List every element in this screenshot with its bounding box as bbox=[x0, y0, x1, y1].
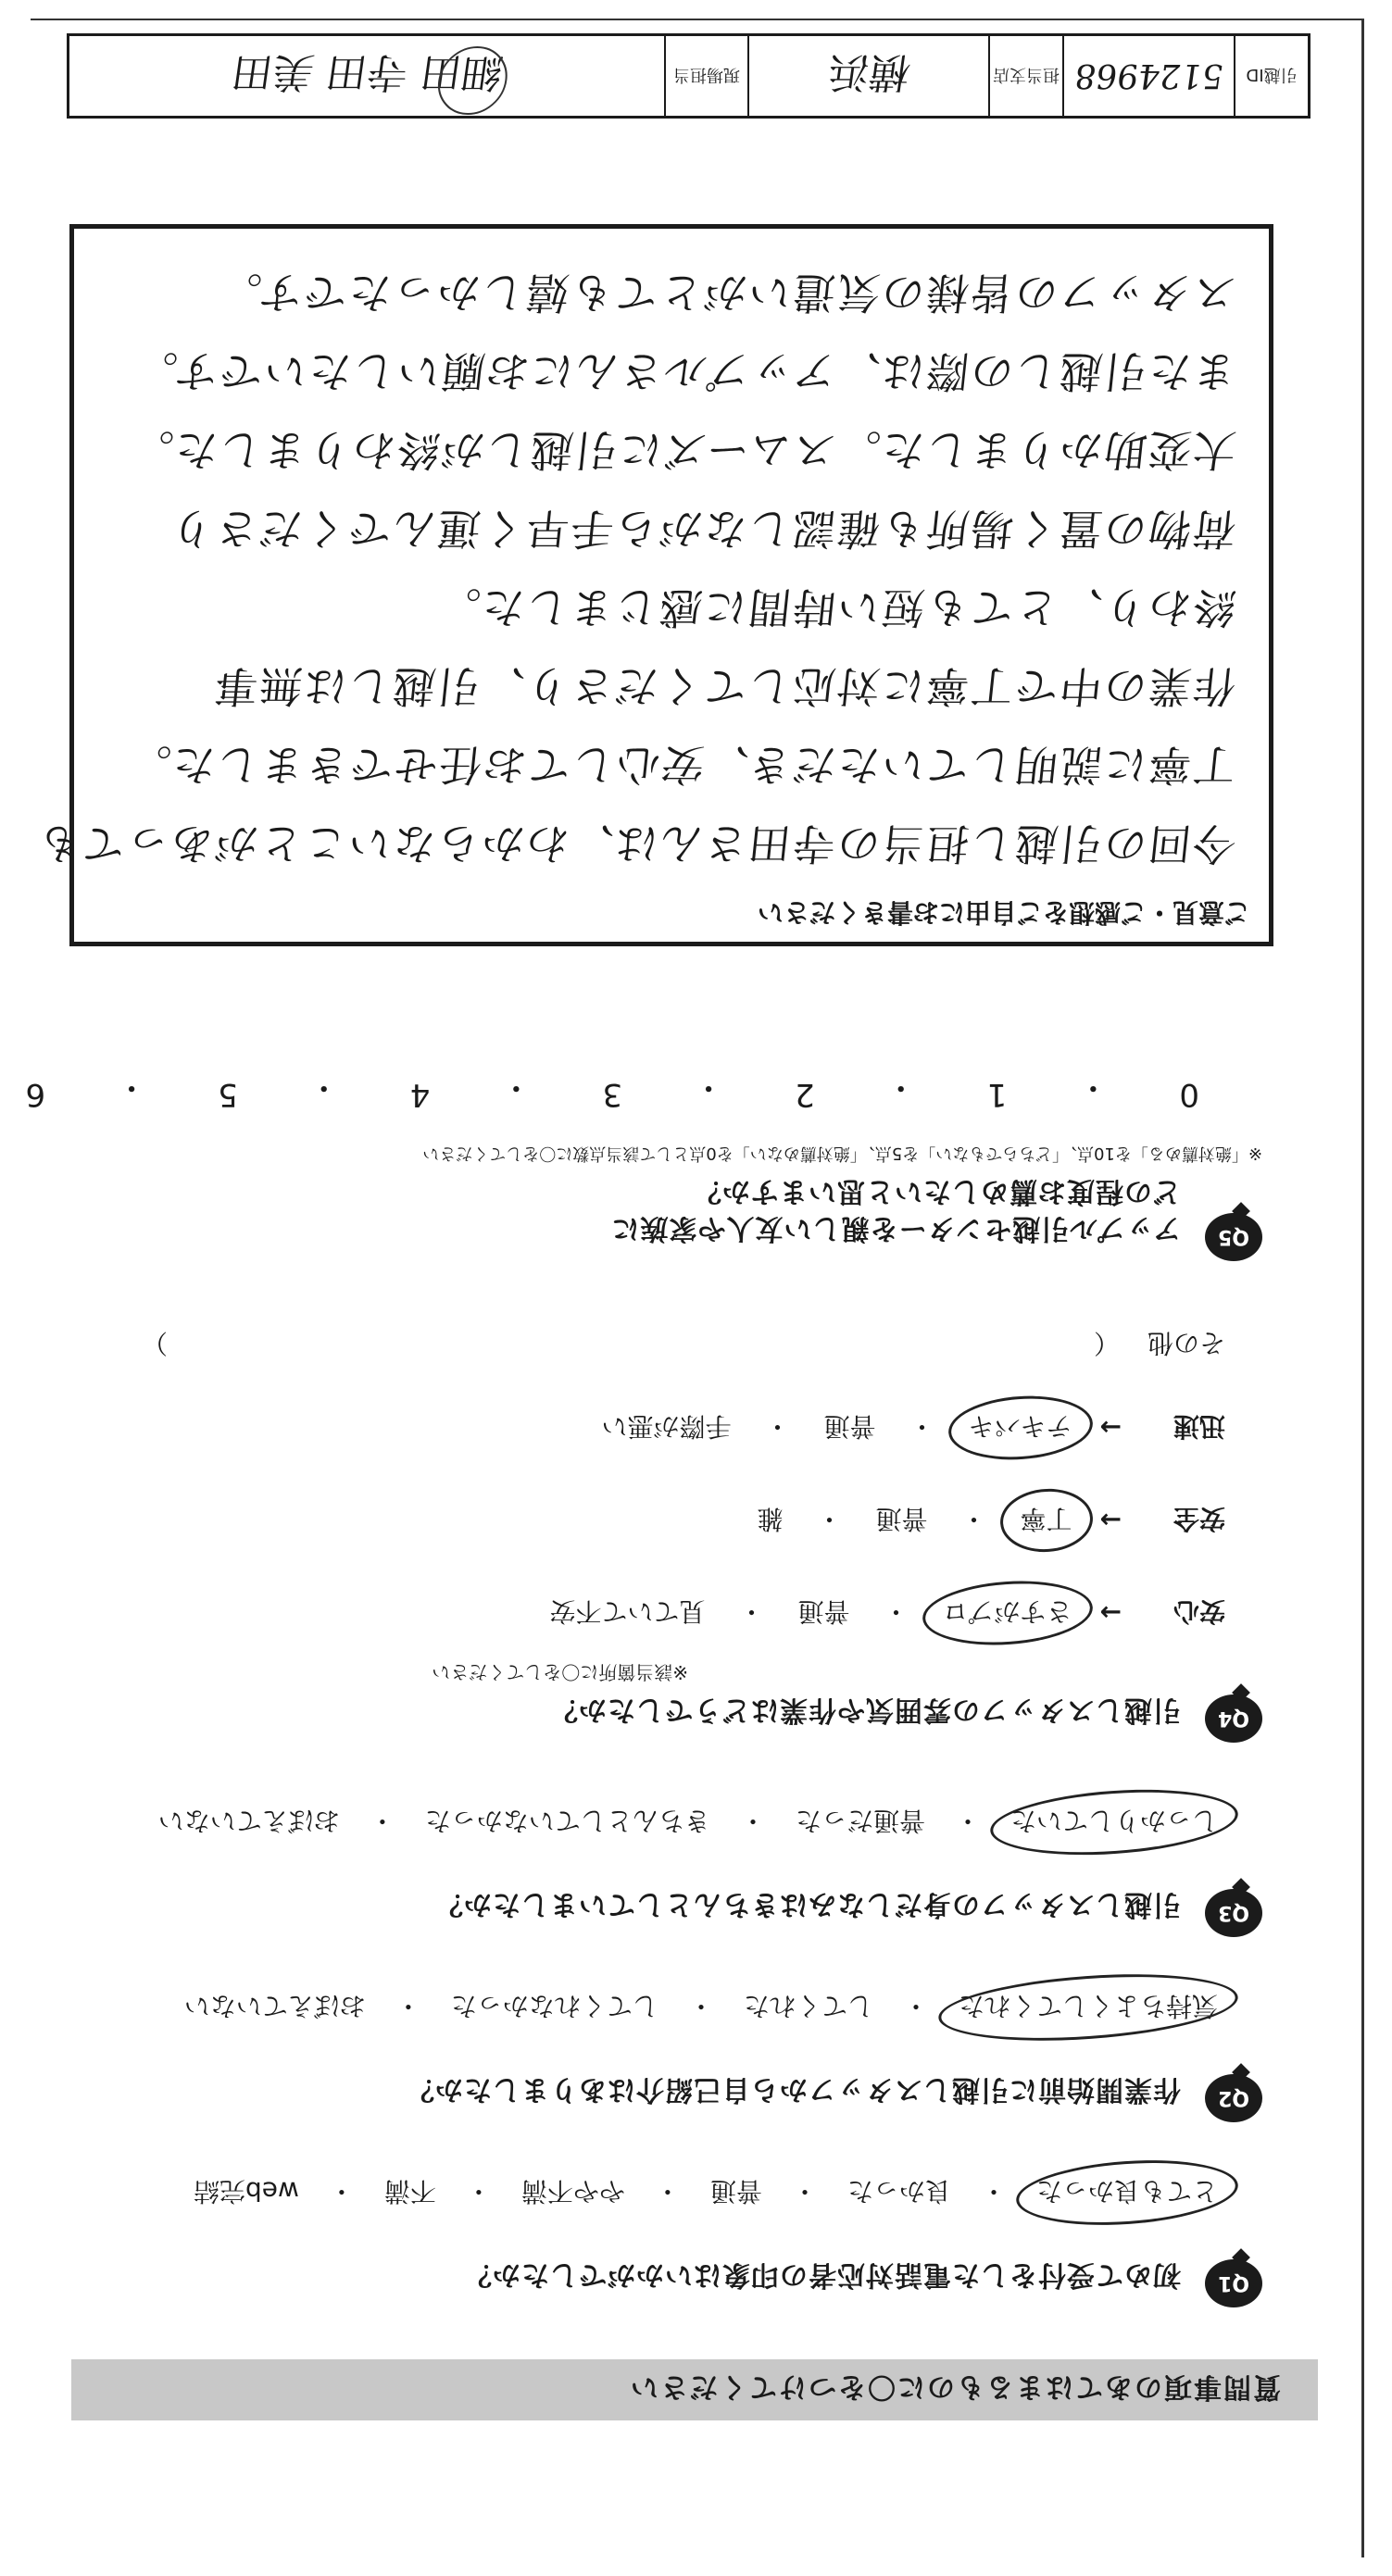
q3-option-neat[interactable]: しっかりしていた bbox=[1003, 1804, 1225, 1841]
q4-row-head: 安心 bbox=[1173, 1596, 1225, 1627]
q2-option-yes[interactable]: してくれた bbox=[743, 1991, 873, 2021]
q2-options: 気持ちよくしてくれた ・ してくれた ・ してくれなかった ・ おぼえていない bbox=[177, 1989, 1225, 2026]
q3-badge: Q3 bbox=[1205, 1889, 1262, 1937]
q4-option-normal[interactable]: 普通 bbox=[875, 1504, 928, 1534]
branch-label-cell bbox=[988, 36, 1062, 116]
q3-text: 引越しスタッフの身だしなみはきちんとしていましたか？ bbox=[434, 1888, 1181, 1920]
opinion-line-8[interactable]: スタッフの皆様の気遣いがとても嬉しかったです。 bbox=[214, 268, 1239, 318]
arrow-right-icon: → bbox=[1099, 1597, 1122, 1629]
q5-score-1[interactable]: 1 bbox=[986, 1076, 1008, 1113]
q5-score-2[interactable]: 2 bbox=[795, 1076, 815, 1113]
q4-option-careful[interactable]: 丁寧 bbox=[1013, 1502, 1080, 1539]
q4-option-normal[interactable]: 普通 bbox=[797, 1596, 850, 1627]
q4-other-paren-open: （ bbox=[1093, 1328, 1120, 1358]
q4-other-label: その他 bbox=[1147, 1328, 1225, 1358]
staff-value-cell bbox=[69, 36, 664, 116]
q5-score-0[interactable]: 0 bbox=[1179, 1076, 1199, 1113]
q1-option-very-good[interactable]: とても良かった bbox=[1029, 2174, 1225, 2211]
q4-other-paren-close: ） bbox=[141, 1328, 168, 1358]
q5-scale: 0 ・ 1 ・ 2 ・ 3 ・ 4 ・ 5 ・ 6 bbox=[0, 1068, 1207, 1113]
q1-option-normal[interactable]: 普通 bbox=[709, 2176, 762, 2207]
scan-edge-left bbox=[1361, 20, 1364, 2557]
q5-note: ※「絶対薦める」を10点、「どちらでもない」を5点、「絶対薦めない」を0点として該当点数に〇をしてください bbox=[422, 1144, 1262, 1163]
opinion-line-3[interactable]: 作業の中で丁寧に対応してくださり、引越しは無事 bbox=[210, 661, 1239, 711]
q4-note: ※該当箇所に〇をしてください bbox=[432, 1661, 688, 1683]
question-3 bbox=[77, 1780, 1262, 1937]
opinion-line-7[interactable]: また引越しの際は、アップルさんにお願いしたいです。 bbox=[130, 346, 1239, 396]
opinion-line-6[interactable]: 大変助かりました。スムーズに引越しが終わりました。 bbox=[126, 425, 1239, 475]
id-label-cell bbox=[1234, 36, 1308, 116]
q4-other bbox=[86, 1326, 1225, 1363]
q5-score-4[interactable]: 4 bbox=[409, 1076, 431, 1113]
arrow-right-icon: → bbox=[1099, 1505, 1122, 1536]
q5-score-5[interactable]: 5 bbox=[218, 1076, 238, 1113]
q1-text: 初めて受付をした電話対応者の印象はいかがでしたか？ bbox=[463, 2258, 1181, 2291]
q5-text-line2: どの程度お薦めしたいと思いますか？ bbox=[693, 1175, 1181, 1207]
question-2 bbox=[77, 1965, 1262, 2122]
branch-label: 担当支店 bbox=[993, 65, 1060, 84]
q4-option-normal[interactable]: 普通 bbox=[823, 1411, 876, 1442]
opinion-line-5[interactable]: 荷物の置く場所も確認しながら手早く運んでくださり bbox=[166, 504, 1239, 554]
q4-option-uneasy[interactable]: 見ていて不安 bbox=[549, 1596, 706, 1627]
question-1 bbox=[77, 2150, 1262, 2307]
q5-text-line1: アップル引越センターを親しい友人や家族に bbox=[610, 1212, 1181, 1244]
q4-row-safety: 安全 → 丁寧 ・ 普通 ・ 雑 bbox=[749, 1502, 1225, 1539]
q2-option-no[interactable]: してくれなかった bbox=[450, 1991, 658, 2021]
q1-option-good[interactable]: 良かった bbox=[846, 2176, 951, 2207]
q4-option-rough[interactable]: 雑 bbox=[757, 1504, 784, 1534]
q4-row-speed: 迅速 → テキパキ ・ 普通 ・ 手際が悪い bbox=[594, 1409, 1225, 1446]
q3-options: しっかりしていた ・ 普通だった ・ きちんとしていなかった ・ おぼえていない bbox=[151, 1804, 1225, 1841]
q5-score-6[interactable]: 6 bbox=[25, 1076, 46, 1113]
id-value: 5124968 bbox=[1072, 56, 1226, 95]
q1-options: とても良かった ・ 良かった ・ 普通 ・ やや不満 ・ 不満 ・ web完結 bbox=[186, 2174, 1225, 2211]
staff-label: 現場担当 bbox=[673, 65, 740, 84]
q4-option-professional[interactable]: さすがプロ bbox=[935, 1594, 1080, 1632]
branch-value-cell bbox=[747, 36, 988, 116]
q1-badge: Q1 bbox=[1205, 2259, 1262, 2307]
scan-edge-bottom bbox=[31, 19, 1364, 20]
branch-value: 横浜 bbox=[825, 48, 914, 95]
q2-text: 作業開始前に引越しスタッフから自己紹介はありましたか？ bbox=[406, 2073, 1181, 2106]
instruction-banner bbox=[71, 2359, 1318, 2420]
q4-badge: Q4 bbox=[1205, 1694, 1262, 1743]
id-value-cell bbox=[1062, 36, 1234, 116]
opinion-line-2[interactable]: 丁寧に説明していただき、安心してお任せできました。 bbox=[123, 740, 1239, 790]
q1-option-unsatisfied[interactable]: 不満 bbox=[383, 2176, 436, 2207]
q2-badge: Q2 bbox=[1205, 2074, 1262, 2122]
q4-text: 引越しスタッフの雰囲気や作業はどうでしたか？ bbox=[549, 1694, 1181, 1726]
q2-option-pleasant[interactable]: 気持ちよくしてくれた bbox=[951, 1989, 1225, 2026]
opinion-line-1[interactable]: 今回の引越し担当の寺田さんは、わからないことがあっても bbox=[32, 819, 1239, 869]
opinion-box bbox=[32, 224, 1273, 946]
q5-badge: Q5 bbox=[1205, 1213, 1262, 1261]
q4-row-head: 迅速 bbox=[1173, 1411, 1225, 1442]
arrow-right-icon: → bbox=[1099, 1412, 1122, 1444]
q4-row-reassurance: 安心 → さすがプロ ・ 普通 ・ 見ていて不安 bbox=[542, 1594, 1225, 1632]
id-label: 引越ID bbox=[1246, 65, 1298, 84]
staff-label-cell bbox=[664, 36, 747, 116]
question-4 bbox=[77, 1372, 1262, 1743]
staff-value: 細田 寺田 美田 bbox=[228, 46, 507, 106]
opinion-title: ご意見・ご感想をご自由にお書きください bbox=[757, 897, 1250, 928]
q2-option-dont-remember[interactable]: おぼえていない bbox=[183, 1991, 366, 2021]
instruction-text: 質問事項のあてはまるものに〇をつけてください bbox=[629, 2370, 1281, 2403]
id-table bbox=[67, 33, 1310, 119]
q4-option-clumsy[interactable]: 手際が悪い bbox=[601, 1411, 732, 1442]
question-5 bbox=[77, 1132, 1262, 1261]
q1-option-web[interactable]: web完結 bbox=[193, 2176, 299, 2207]
q3-option-normal[interactable]: 普通だった bbox=[795, 1806, 925, 1836]
opinion-line-4[interactable]: 終わり、とても短い時間に感じました。 bbox=[433, 582, 1239, 632]
q3-option-not-neat[interactable]: きちんとしていなかった bbox=[424, 1806, 710, 1836]
q1-option-somewhat-unsatisfied[interactable]: やや不満 bbox=[520, 2176, 625, 2207]
q3-option-dont-remember[interactable]: おぼえていない bbox=[157, 1806, 340, 1836]
q4-row-head: 安全 bbox=[1173, 1504, 1225, 1534]
q4-option-efficient[interactable]: テキパキ bbox=[961, 1409, 1080, 1446]
q5-score-3[interactable]: 3 bbox=[602, 1076, 623, 1113]
